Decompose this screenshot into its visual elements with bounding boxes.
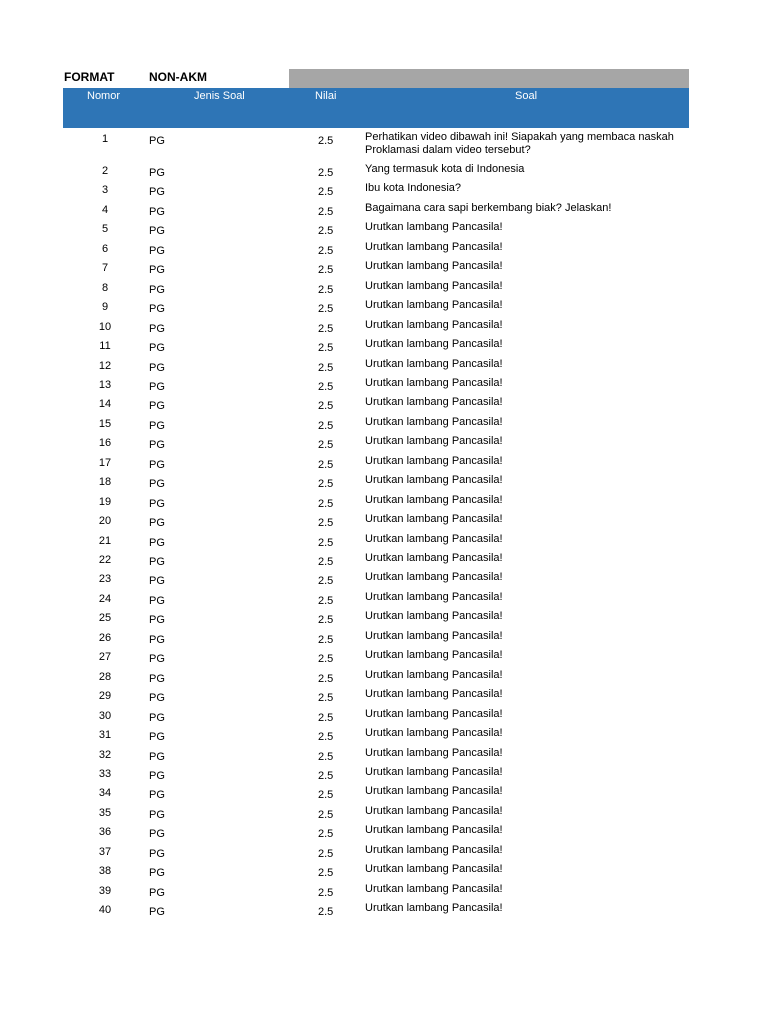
gray-header-band: [289, 69, 689, 88]
table-header: [63, 88, 689, 128]
table-row: [0, 668, 768, 687]
cell-nomor[interactable]: 32: [98, 748, 112, 761]
table-row: [0, 181, 768, 200]
cell-soal[interactable]: Urutkan lambang Pancasila!: [365, 804, 503, 817]
cell-nilai[interactable]: 2.5: [318, 906, 334, 919]
cell-soal[interactable]: Urutkan lambang Pancasila!: [365, 299, 503, 312]
table-row: [0, 551, 768, 570]
cell-nilai[interactable]: 2.5: [318, 867, 334, 880]
cell-nomor[interactable]: 28: [98, 670, 112, 683]
format-label[interactable]: FORMAT: [64, 70, 115, 84]
cell-jenis-soal[interactable]: PG: [149, 556, 165, 568]
column-header-nomor[interactable]: Nomor: [87, 90, 121, 102]
cell-nilai[interactable]: 2.5: [318, 264, 334, 277]
cell-nilai[interactable]: 2.5: [318, 789, 334, 802]
cell-nilai[interactable]: 2.5: [318, 322, 334, 335]
cell-nilai[interactable]: 2.5: [318, 439, 334, 452]
cell-soal[interactable]: Urutkan lambang Pancasila!: [365, 415, 503, 428]
cell-nomor[interactable]: 19: [98, 495, 112, 508]
cell-soal[interactable]: Urutkan lambang Pancasila!: [365, 338, 503, 351]
cell-soal[interactable]: Urutkan lambang Pancasila!: [365, 435, 503, 448]
table-row: [0, 395, 768, 414]
cell-soal[interactable]: Urutkan lambang Pancasila!: [365, 727, 503, 740]
cell-nomor[interactable]: 10: [98, 320, 112, 333]
cell-nilai[interactable]: 2.5: [318, 847, 334, 860]
table-row: [0, 259, 768, 278]
cell-nilai[interactable]: 2.5: [318, 828, 334, 841]
cell-jenis-soal[interactable]: PG: [149, 517, 165, 530]
cell-soal[interactable]: Urutkan lambang Pancasila!: [365, 882, 503, 895]
table-row: [0, 570, 768, 589]
cell-nilai[interactable]: 2.5: [318, 672, 334, 685]
cell-jenis-soal[interactable]: PG: [149, 750, 165, 763]
table-row: [0, 376, 768, 395]
cell-jenis-soal[interactable]: PG: [149, 847, 165, 860]
cell-nomor[interactable]: 5: [101, 223, 109, 236]
cell-nomor[interactable]: 15: [98, 417, 112, 430]
cell-nomor[interactable]: 12: [98, 359, 112, 372]
table-row: [0, 318, 768, 337]
cell-nomor[interactable]: 1: [101, 133, 109, 145]
cell-jenis-soal[interactable]: PG: [149, 439, 165, 452]
cell-jenis-soal[interactable]: PG: [149, 633, 165, 646]
cell-nilai[interactable]: 2.5: [318, 342, 334, 355]
cell-nilai[interactable]: 2.5: [318, 711, 334, 724]
cell-soal[interactable]: Urutkan lambang Pancasila!: [365, 513, 503, 526]
table-row: [0, 298, 768, 317]
table-row: [0, 862, 768, 881]
cell-jenis-soal[interactable]: PG: [149, 828, 165, 841]
cell-jenis-soal[interactable]: PG: [149, 380, 165, 393]
cell-jenis-soal[interactable]: PG: [149, 575, 165, 588]
cell-jenis-soal[interactable]: PG: [149, 906, 165, 919]
cell-jenis-soal[interactable]: PG: [149, 769, 165, 782]
cell-soal[interactable]: Perhatikan video dibawah ini! Siapakah yang membaca naskah Proklamasi dalam video tersebut?: [365, 131, 674, 156]
cell-nomor[interactable]: 25: [98, 612, 112, 625]
cell-jenis-soal[interactable]: PG: [149, 497, 165, 510]
cell-jenis-soal[interactable]: PG: [149, 653, 165, 666]
table-row: [0, 279, 768, 298]
cell-nomor[interactable]: 16: [98, 437, 112, 450]
table-row: [0, 337, 768, 356]
table-row: [0, 629, 768, 648]
cell-jenis-soal[interactable]: PG: [149, 672, 165, 685]
cell-nomor[interactable]: 17: [98, 456, 112, 469]
cell-nilai[interactable]: 2.5: [318, 594, 334, 607]
cell-nomor[interactable]: 33: [98, 767, 112, 780]
table-row: [0, 784, 768, 803]
cell-jenis-soal[interactable]: PG: [149, 789, 165, 802]
cell-nomor[interactable]: 39: [98, 884, 112, 897]
cell-jenis-soal[interactable]: PG: [149, 711, 165, 724]
cell-soal[interactable]: Ibu kota Indonesia?: [365, 182, 462, 195]
cell-jenis-soal[interactable]: PG: [149, 342, 165, 355]
cell-nomor[interactable]: 40: [98, 904, 112, 917]
cell-jenis-soal[interactable]: PG: [149, 458, 165, 471]
cell-soal[interactable]: Urutkan lambang Pancasila!: [365, 590, 503, 603]
cell-nilai[interactable]: 2.5: [318, 653, 334, 666]
cell-jenis-soal[interactable]: PG: [149, 361, 165, 374]
cell-jenis-soal[interactable]: PG: [149, 135, 165, 147]
cell-nomor[interactable]: 14: [98, 398, 112, 411]
cell-nilai[interactable]: 2.5: [318, 283, 334, 296]
cell-nilai[interactable]: 2.5: [318, 517, 334, 530]
cell-nilai[interactable]: 2.5: [318, 361, 334, 374]
cell-soal[interactable]: Urutkan lambang Pancasila!: [365, 824, 503, 837]
table-row: [0, 512, 768, 531]
cell-jenis-soal[interactable]: PG: [149, 303, 165, 316]
cell-nomor[interactable]: 30: [98, 709, 112, 722]
cell-soal[interactable]: Urutkan lambang Pancasila!: [365, 240, 503, 253]
cell-nomor[interactable]: 38: [98, 865, 112, 878]
cell-soal[interactable]: Urutkan lambang Pancasila!: [365, 746, 503, 759]
cell-nomor[interactable]: 37: [98, 845, 112, 858]
cell-soal[interactable]: Urutkan lambang Pancasila!: [365, 357, 503, 370]
cell-jenis-soal[interactable]: PG: [149, 244, 165, 257]
table-row: [0, 493, 768, 512]
cell-nilai[interactable]: 2.5: [318, 536, 334, 549]
cell-jenis-soal[interactable]: PG: [149, 478, 165, 491]
cell-jenis-soal[interactable]: PG: [149, 225, 165, 238]
table-row: [0, 843, 768, 862]
cell-soal[interactable]: Urutkan lambang Pancasila!: [365, 649, 503, 662]
cell-nilai[interactable]: 2.5: [318, 750, 334, 763]
cell-nomor[interactable]: 35: [98, 806, 112, 819]
table-row: [0, 473, 768, 492]
cell-jenis-soal[interactable]: PG: [149, 867, 165, 880]
cell-nilai[interactable]: 2.5: [318, 497, 334, 510]
cell-nomor[interactable]: 27: [98, 651, 112, 664]
cell-nilai[interactable]: 2.5: [318, 556, 334, 568]
table-row: [0, 882, 768, 901]
cell-nomor[interactable]: 20: [98, 515, 112, 528]
cell-nilai[interactable]: 2.5: [318, 478, 334, 491]
cell-soal[interactable]: Urutkan lambang Pancasila!: [365, 765, 503, 778]
cell-nomor[interactable]: 4: [101, 203, 109, 216]
cell-nilai[interactable]: 2.5: [318, 633, 334, 646]
cell-nilai[interactable]: 2.5: [318, 769, 334, 782]
cell-soal[interactable]: Urutkan lambang Pancasila!: [365, 610, 503, 623]
cell-soal[interactable]: Urutkan lambang Pancasila!: [365, 532, 503, 545]
cell-nilai[interactable]: 2.5: [318, 303, 334, 316]
cell-nilai[interactable]: 2.5: [318, 205, 334, 218]
cell-nilai[interactable]: 2.5: [318, 225, 334, 238]
cell-nilai[interactable]: 2.5: [318, 458, 334, 471]
cell-soal[interactable]: Urutkan lambang Pancasila!: [365, 474, 503, 487]
cell-nomor[interactable]: 23: [98, 573, 112, 586]
cell-nilai[interactable]: 2.5: [318, 614, 334, 627]
cell-jenis-soal[interactable]: PG: [149, 419, 165, 432]
cell-soal[interactable]: Urutkan lambang Pancasila!: [365, 707, 503, 720]
cell-soal[interactable]: Urutkan lambang Pancasila!: [365, 668, 503, 681]
cell-soal[interactable]: Urutkan lambang Pancasila!: [365, 902, 503, 915]
cell-nilai[interactable]: 2.5: [318, 135, 334, 147]
cell-nilai[interactable]: 2.5: [318, 731, 334, 744]
format-row: [0, 68, 768, 88]
cell-soal[interactable]: Urutkan lambang Pancasila!: [365, 785, 503, 798]
cell-soal[interactable]: Urutkan lambang Pancasila!: [365, 221, 503, 234]
table-row: [0, 130, 768, 162]
cell-jenis-soal[interactable]: PG: [149, 264, 165, 277]
cell-nilai[interactable]: 2.5: [318, 244, 334, 257]
cell-nomor[interactable]: 29: [98, 690, 112, 703]
table-row: [0, 648, 768, 667]
cell-nilai[interactable]: 2.5: [318, 186, 334, 199]
cell-nilai[interactable]: 2.5: [318, 808, 334, 821]
cell-nomor[interactable]: 9: [101, 301, 109, 314]
table-row: [0, 532, 768, 551]
cell-jenis-soal[interactable]: PG: [149, 692, 165, 705]
table-row: [0, 434, 768, 453]
cell-jenis-soal[interactable]: PG: [149, 186, 165, 199]
cell-nomor[interactable]: 21: [98, 534, 112, 547]
cell-soal[interactable]: Yang termasuk kota di Indonesia: [365, 163, 525, 175]
cell-soal[interactable]: Urutkan lambang Pancasila!: [365, 843, 503, 856]
table-row: [0, 746, 768, 765]
cell-nomor[interactable]: 2: [101, 165, 109, 177]
cell-nomor[interactable]: 13: [98, 378, 112, 391]
table-row: [0, 240, 768, 259]
table-row: [0, 687, 768, 706]
cell-nilai[interactable]: 2.5: [318, 167, 334, 179]
cell-jenis-soal[interactable]: PG: [149, 283, 165, 296]
cell-jenis-soal[interactable]: PG: [149, 614, 165, 627]
cell-nomor[interactable]: 26: [98, 631, 112, 644]
cell-nomor[interactable]: 7: [101, 262, 109, 275]
cell-nomor[interactable]: 3: [101, 184, 109, 197]
cell-jenis-soal[interactable]: PG: [149, 322, 165, 335]
cell-nomor[interactable]: 18: [98, 476, 112, 489]
table-row: [0, 804, 768, 823]
table-row: [0, 454, 768, 473]
cell-nilai[interactable]: 2.5: [318, 419, 334, 432]
cell-jenis-soal[interactable]: PG: [149, 400, 165, 413]
cell-nilai[interactable]: 2.5: [318, 400, 334, 413]
cell-nomor[interactable]: 11: [99, 340, 111, 353]
cell-nomor[interactable]: 34: [98, 787, 112, 800]
cell-soal[interactable]: Urutkan lambang Pancasila!: [365, 493, 503, 506]
cell-soal[interactable]: Urutkan lambang Pancasila!: [365, 629, 503, 642]
cell-soal[interactable]: Urutkan lambang Pancasila!: [365, 454, 503, 467]
cell-jenis-soal[interactable]: PG: [149, 594, 165, 607]
cell-nilai[interactable]: 2.5: [318, 575, 334, 588]
cell-soal[interactable]: Bagaimana cara sapi berkembang biak? Jelaskan!: [365, 201, 612, 214]
cell-jenis-soal[interactable]: PG: [149, 808, 165, 821]
cell-nomor[interactable]: 24: [98, 592, 112, 605]
cell-soal[interactable]: Urutkan lambang Pancasila!: [365, 571, 503, 584]
cell-nilai[interactable]: 2.5: [318, 692, 334, 705]
table-row: [0, 415, 768, 434]
table-row: [0, 707, 768, 726]
table-row: [0, 201, 768, 220]
table-row: [0, 726, 768, 745]
cell-soal[interactable]: Urutkan lambang Pancasila!: [365, 863, 503, 876]
table-row: [0, 590, 768, 609]
cell-jenis-soal[interactable]: PG: [149, 205, 165, 218]
cell-jenis-soal[interactable]: PG: [149, 536, 165, 549]
table-row: [0, 901, 768, 920]
cell-jenis-soal[interactable]: PG: [149, 167, 165, 179]
cell-nilai[interactable]: 2.5: [318, 380, 334, 393]
cell-nomor[interactable]: 22: [98, 554, 112, 566]
cell-soal[interactable]: Urutkan lambang Pancasila!: [365, 260, 503, 273]
format-value[interactable]: NON-AKM: [149, 70, 207, 84]
cell-nomor[interactable]: 31: [98, 729, 112, 742]
table-row: [0, 357, 768, 376]
cell-nomor[interactable]: 8: [101, 281, 109, 294]
column-header-jenis-soal[interactable]: Jenis Soal: [194, 90, 245, 102]
table-row: [0, 609, 768, 628]
cell-jenis-soal[interactable]: PG: [149, 886, 165, 899]
table-row: [0, 162, 768, 181]
column-header-nilai[interactable]: Nilai: [315, 90, 337, 102]
cell-soal[interactable]: Urutkan lambang Pancasila!: [365, 396, 503, 409]
cell-soal[interactable]: Urutkan lambang Pancasila!: [365, 279, 503, 292]
cell-soal[interactable]: Urutkan lambang Pancasila!: [365, 318, 503, 331]
cell-soal[interactable]: Urutkan lambang Pancasila!: [365, 688, 503, 701]
cell-soal[interactable]: Urutkan lambang Pancasila!: [365, 552, 503, 564]
table-row: [0, 220, 768, 239]
cell-soal[interactable]: Urutkan lambang Pancasila!: [365, 376, 503, 389]
column-header-soal[interactable]: Soal: [515, 90, 538, 102]
cell-nomor[interactable]: 36: [98, 826, 112, 839]
cell-jenis-soal[interactable]: PG: [149, 731, 165, 744]
table-row: [0, 823, 768, 842]
table-row: [0, 765, 768, 784]
cell-nilai[interactable]: 2.5: [318, 886, 334, 899]
cell-nomor[interactable]: 6: [101, 242, 109, 255]
